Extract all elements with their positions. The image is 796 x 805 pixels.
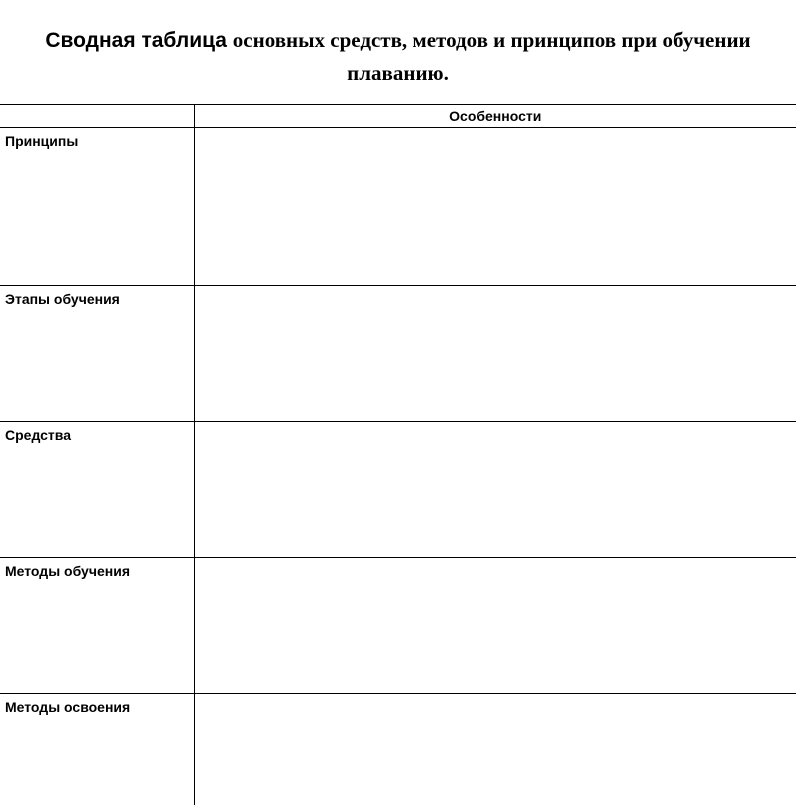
document-title bbox=[0, 24, 796, 89]
row-label-principles: Принципы bbox=[0, 128, 194, 286]
row-value-mastery-methods bbox=[194, 694, 796, 805]
row-label-stages: Этапы обучения bbox=[0, 286, 194, 422]
table-row bbox=[0, 128, 796, 286]
row-label-teaching-methods: Методы обучения bbox=[0, 558, 194, 694]
table-row bbox=[0, 558, 796, 694]
title-line-2: плаванию. bbox=[0, 57, 796, 89]
header-row bbox=[0, 105, 796, 128]
table-row bbox=[0, 286, 796, 422]
row-value-teaching-methods bbox=[194, 558, 796, 694]
column-header-features: Особенности bbox=[194, 105, 796, 128]
row-value-stages bbox=[194, 286, 796, 422]
corner-cell bbox=[0, 105, 194, 128]
row-value-principles bbox=[194, 128, 796, 286]
table-row bbox=[0, 422, 796, 558]
title-part-2: основных средств, методов и принципов при обучении bbox=[233, 28, 751, 52]
table-row bbox=[0, 694, 796, 805]
row-label-means: Средства bbox=[0, 422, 194, 558]
summary-table bbox=[0, 104, 796, 805]
title-part-1: Сводная таблица bbox=[45, 29, 232, 52]
row-label-mastery-methods: Методы освоения bbox=[0, 694, 194, 805]
row-value-means bbox=[194, 422, 796, 558]
